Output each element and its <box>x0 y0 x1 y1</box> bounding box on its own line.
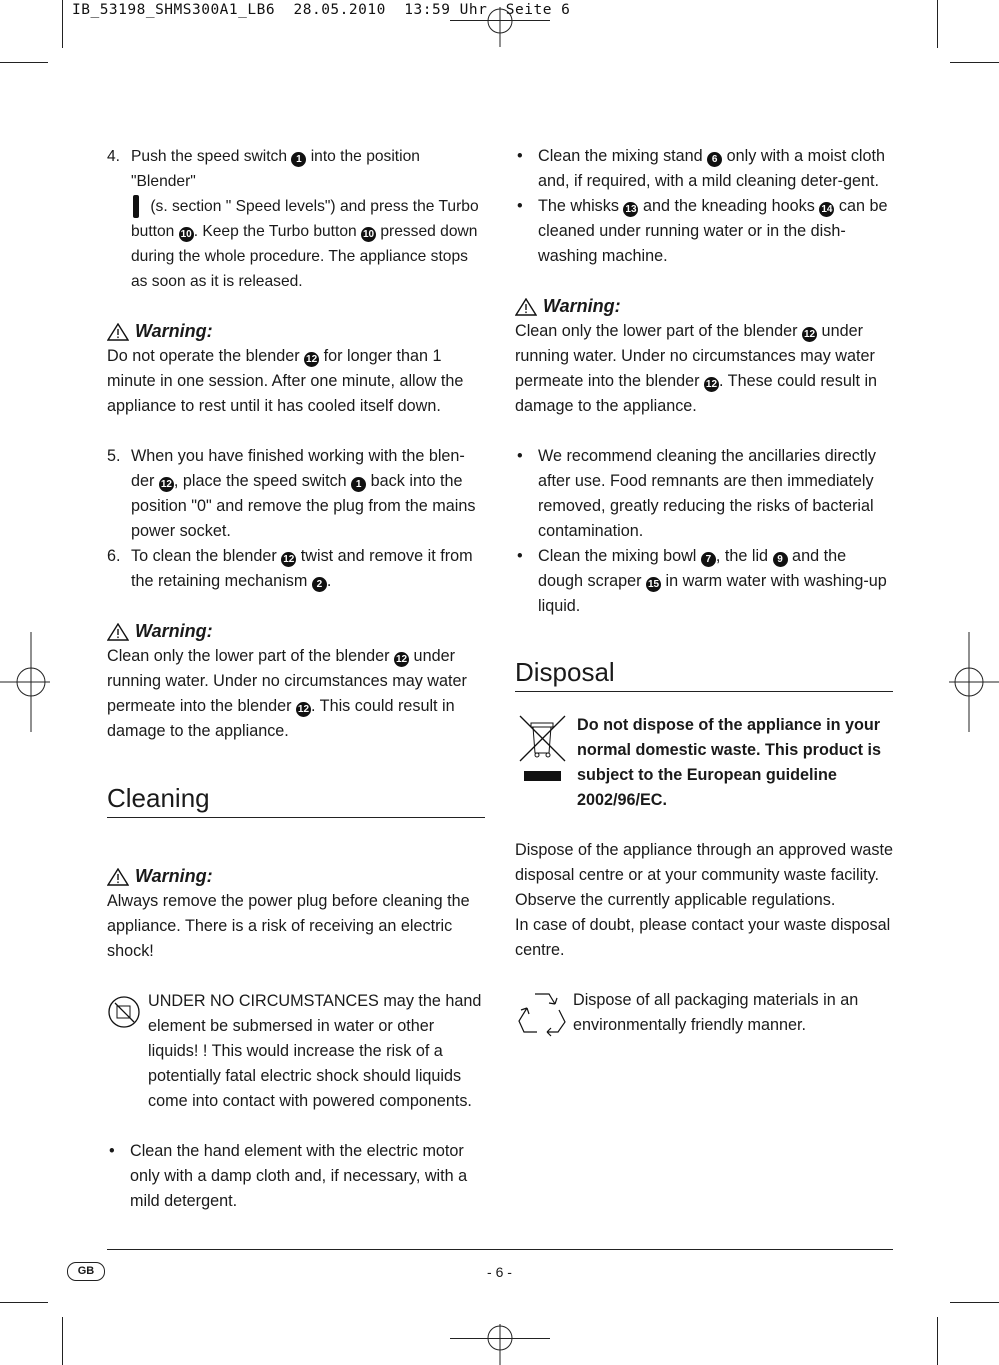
ref-number: 14 <box>821 204 833 215</box>
warning-text: Clean only the lower part of the blender 12 under running water. Under no circumstances may water permeate into the blender 12 . This could result in damage to the appliance. <box>107 647 467 740</box>
ref-number: 12 <box>396 654 408 665</box>
warning-triangle-icon <box>107 868 129 886</box>
disposal-text: Observe the currently applicable regulations. <box>515 891 836 909</box>
ref-number: 7 <box>701 552 716 567</box>
ref-number: 2 <box>312 577 327 592</box>
warning-heading: Warning: <box>107 864 485 889</box>
crop-mark <box>937 1317 938 1365</box>
no-immersion-note: UNDER NO CIRCUMSTANCES may the hand element be submersed in water or other liquids! ! This would increase the risk of a potentially fatal electric shock should liquids come into contact with powered components. <box>107 989 485 1114</box>
warning-text: Do not operate the blender 12 for longer than 1 minute in one session. After one minute, allow the appliance to rest until it has cooled itself down. <box>107 347 464 415</box>
ref-number: 1 <box>351 477 366 492</box>
ref-number: 12 <box>705 379 718 390</box>
warning-heading: Warning: <box>107 619 485 644</box>
ref-number: 12 <box>804 329 816 340</box>
warning-heading: Warning: <box>107 319 485 344</box>
ref-number: 1 <box>291 152 306 167</box>
recycle-note: Dispose of all packaging materials in an environmentally friendly manner. <box>515 988 893 1038</box>
blender-symbol-icon <box>131 194 141 219</box>
bullet-item: • We recommend cleaning the ancillaries directly after use. Food remnants are then immediately removed, greatly reducing the risks of bacterial contamination. <box>517 447 876 540</box>
bullet-item: • Clean the hand element with the electric motor only with a damp cloth and, if necessary, with a mild detergent. <box>109 1142 468 1210</box>
no-immersion-icon <box>107 995 143 1031</box>
print-header: IB_53198_SHMS300A1_LB6 28.05.2010 13:59 Uhr Seite 6 <box>72 2 571 18</box>
ref-number: 6 <box>707 152 722 167</box>
crop-mark <box>937 0 938 48</box>
section-heading-disposal: Disposal <box>515 655 893 692</box>
registration-mark-icon <box>486 7 514 47</box>
warning-triangle-icon <box>107 323 129 341</box>
disposal-text: In case of doubt, please contact your waste disposal centre. <box>515 916 891 959</box>
weee-note: Do not dispose of the appliance in your normal domestic waste. This product is subject to the European guideline 2002/96/EC. <box>515 713 893 813</box>
warning-text: Clean only the lower part of the blender 12 under running water. Under no circumstances may water permeate into the blender 12 . These could result in damage to the appliance. <box>515 322 878 415</box>
disposal-text: Dispose of the appliance through an approved waste disposal centre or at your community waste facility. <box>515 841 893 884</box>
footer-rule <box>107 1249 893 1250</box>
crop-mark <box>950 1302 999 1303</box>
registration-mark-icon <box>0 632 50 732</box>
ref-number: 12 <box>160 479 172 490</box>
step-5: 5. When you have finished working with the blen-der 12 , place the speed switch 1 back into the position "0" and remove the plug from the mains power socket. <box>107 447 476 540</box>
right-column <box>515 144 893 1038</box>
ref-number: 12 <box>297 704 310 715</box>
bullet-item: • Clean the mixing stand 6 only with a moist cloth and, if required, with a mild cleaning deter-gent. <box>517 147 886 190</box>
ref-number: 9 <box>773 552 788 567</box>
warning-text: Always remove the power plug before cleaning the appliance. There is a risk of receiving an electric shock! <box>107 892 470 960</box>
warning-heading: Warning: <box>515 294 893 319</box>
left-column <box>107 144 485 1214</box>
ref-number: 15 <box>647 579 660 590</box>
ref-number: 12 <box>283 554 295 565</box>
registration-mark-icon <box>949 632 999 732</box>
bullet-item: • Clean the mixing bowl 7 , the lid 9 and the dough scraper 15 in warm water with washing-up liquid. <box>517 547 887 615</box>
bullet-item: • The whisks 13 and the kneading hooks 14 can be cleaned under running water or in the dish-washing machine. <box>517 197 888 265</box>
ref-number: 10 <box>180 229 192 240</box>
crop-mark <box>0 1302 48 1303</box>
step-4: 4. Push the speed switch 1 into the position "Blender" (s. section " Speed levels") and press the Turbo button 10 . Keep the Turbo button 10 pressed down during the whole procedure. The appliance stops as soon as it is released. <box>107 148 479 290</box>
registration-mark-icon <box>486 1324 514 1365</box>
ref-number: 13 <box>625 204 637 215</box>
section-heading-cleaning: Cleaning <box>107 781 485 818</box>
ref-number: 10 <box>362 229 375 240</box>
crop-mark <box>0 62 48 63</box>
crop-mark <box>62 1317 63 1365</box>
crop-mark <box>950 62 999 63</box>
crossed-bin-icon <box>515 713 571 785</box>
step-6: 6. To clean the blender 12 twist and remove it from the retaining mechanism 2 . <box>107 547 473 590</box>
warning-triangle-icon <box>107 623 129 641</box>
language-badge: GB <box>67 1262 105 1281</box>
ref-number: 12 <box>306 354 318 365</box>
warning-triangle-icon <box>515 298 537 316</box>
crop-mark <box>62 0 63 48</box>
page-number: - 6 - <box>487 1264 512 1280</box>
recycle-icon <box>515 988 569 1038</box>
